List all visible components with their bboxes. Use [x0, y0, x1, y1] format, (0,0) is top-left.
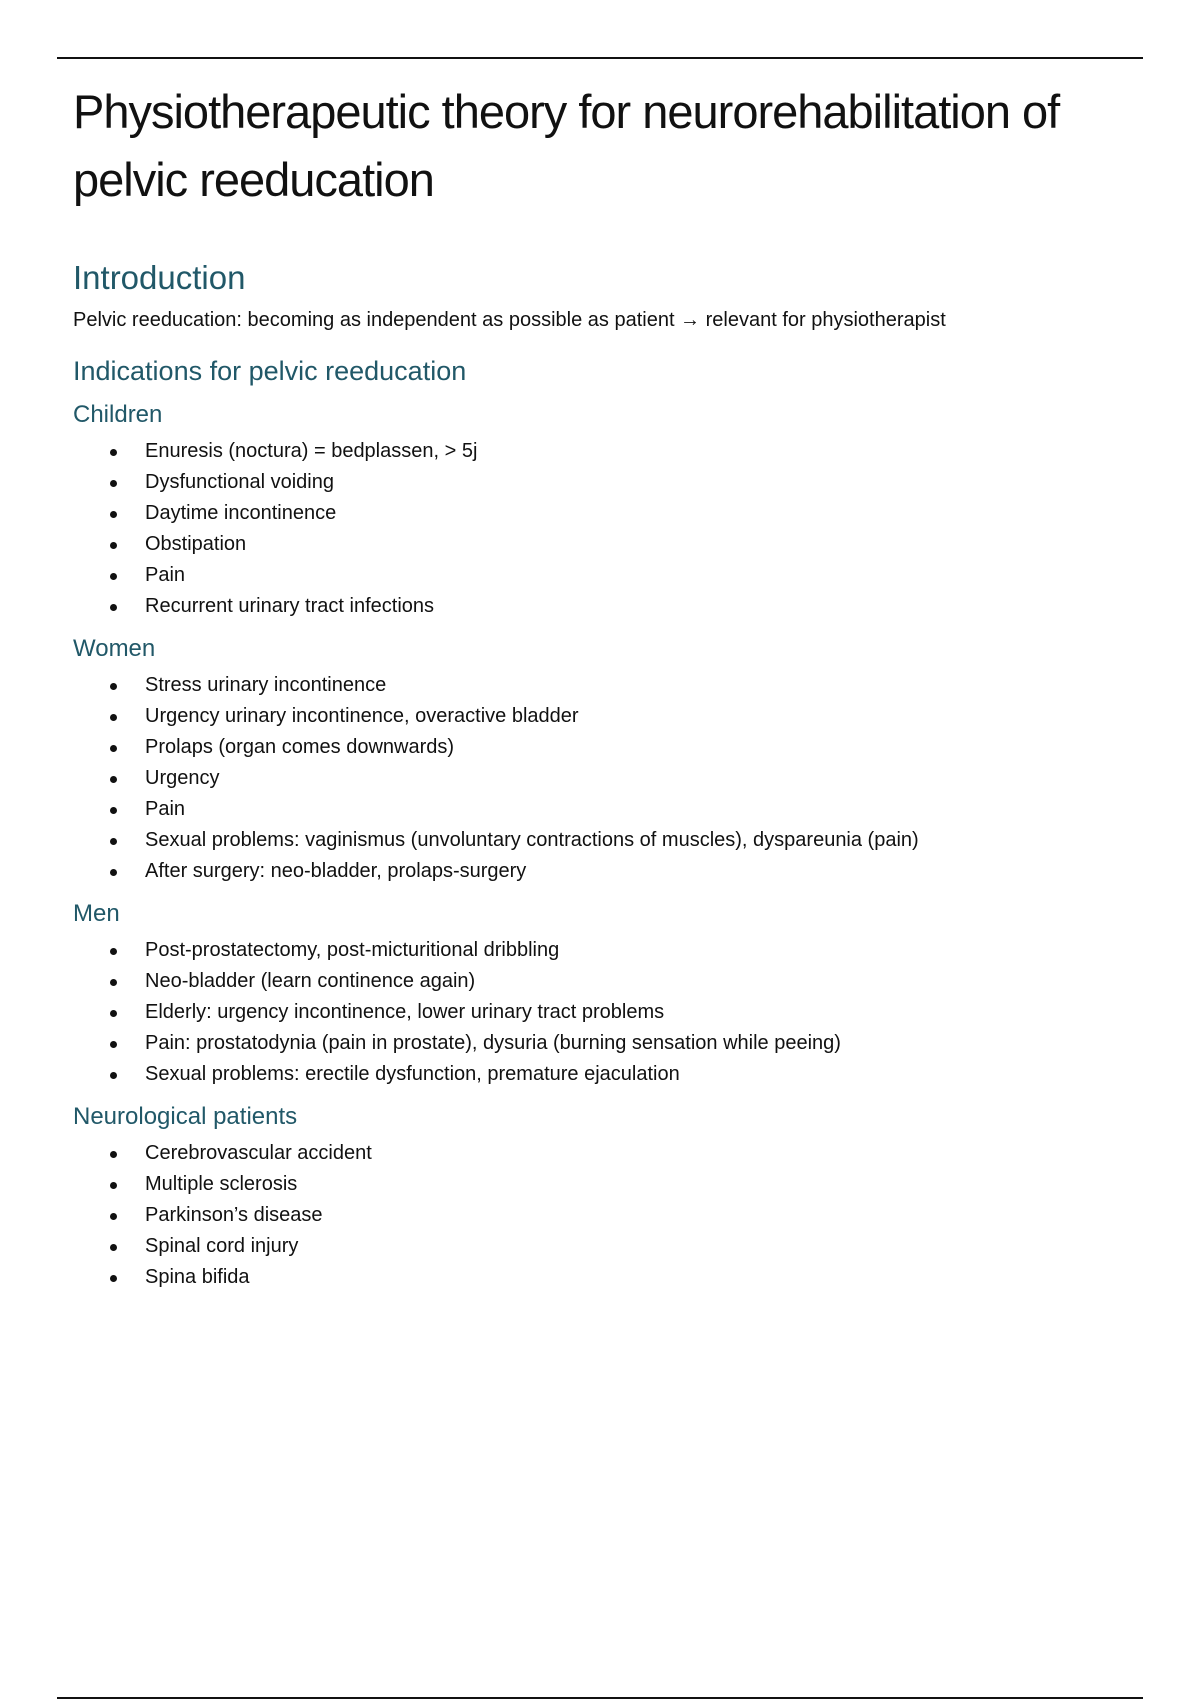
men-heading: Men — [73, 900, 120, 927]
list-item-text: Stress urinary incontinence — [145, 674, 387, 696]
bullet-icon — [110, 869, 117, 876]
bullet-icon — [110, 1072, 117, 1079]
list-item — [73, 1059, 1133, 1090]
bullet-icon — [110, 838, 117, 845]
list-item — [73, 1200, 1133, 1231]
list-item — [73, 763, 1133, 794]
list-item — [73, 1262, 1133, 1293]
document-title: Physiotherapeutic theory for neurorehabilitation of pelvic reeducation — [73, 85, 1060, 206]
list-item — [73, 732, 1133, 763]
bullet-icon — [110, 449, 117, 456]
bullet-icon — [110, 1010, 117, 1017]
bullet-icon — [110, 714, 117, 721]
bullet-icon — [110, 542, 117, 549]
list-item-text: Recurrent urinary tract infections — [145, 595, 435, 617]
bullet-icon — [110, 683, 117, 690]
footer-rule — [57, 1697, 1143, 1699]
list-item — [73, 997, 1133, 1028]
list-item — [73, 1028, 1133, 1059]
list-item-text: Pain — [145, 798, 186, 820]
list-item-text: After surgery: neo-bladder, prolaps-surgery — [145, 860, 527, 882]
list-item — [73, 467, 1133, 498]
list-item-text: Daytime incontinence — [145, 502, 337, 524]
list-item — [73, 856, 1133, 887]
document-body — [73, 78, 1133, 1293]
children-heading: Children — [73, 401, 163, 428]
list-item-text: Cerebrovascular accident — [145, 1142, 372, 1164]
bullet-icon — [110, 1041, 117, 1048]
list-item-text: Urgency urinary incontinence, overactive bladder — [145, 705, 579, 727]
introduction-text: Pelvic reeducation: becoming as independent as possible as patient → relevant for physiotherapist — [73, 309, 946, 331]
bullet-icon — [110, 480, 117, 487]
list-item-text: Post-prostatectomy, post-micturitional dribbling — [145, 939, 560, 961]
bullet-icon — [110, 573, 117, 580]
list-item — [73, 935, 1133, 966]
list-item — [73, 591, 1133, 622]
list-item — [73, 560, 1133, 591]
list-item — [73, 794, 1133, 825]
list-item-text: Pain — [145, 564, 186, 586]
list-item — [73, 1169, 1133, 1200]
list-item-text: Dysfunctional voiding — [145, 471, 334, 493]
list-item — [73, 436, 1133, 467]
list-item-text: Sexual problems: erectile dysfunction, premature ejaculation — [145, 1063, 680, 1085]
list-item — [73, 670, 1133, 701]
neurological-heading: Neurological patients — [73, 1103, 298, 1130]
bullet-icon — [110, 1182, 117, 1189]
bullet-icon — [110, 1275, 117, 1282]
bullet-icon — [110, 807, 117, 814]
list-item-text: Enuresis (noctura) = bedplassen, > 5j — [145, 440, 478, 462]
list-item — [73, 498, 1133, 529]
bullet-icon — [110, 1151, 117, 1158]
header-rule — [57, 57, 1143, 59]
bullet-icon — [110, 604, 117, 611]
list-item — [73, 701, 1133, 732]
list-item-text: Obstipation — [145, 533, 247, 555]
list-item — [73, 1138, 1133, 1169]
list-item-text: Elderly: urgency incontinence, lower urinary tract problems — [145, 1001, 665, 1023]
list-item-text: Prolaps (organ comes downwards) — [145, 736, 455, 758]
list-item — [73, 529, 1133, 560]
list-item-text: Pain: prostatodynia (pain in prostate), dysuria (burning sensation while peeing) — [145, 1032, 841, 1054]
introduction-heading: Introduction — [73, 259, 246, 296]
list-item — [73, 1231, 1133, 1262]
list-item-text: Multiple sclerosis — [145, 1173, 298, 1195]
women-list — [73, 670, 1133, 887]
list-item-text: Spina bifida — [145, 1266, 250, 1288]
bullet-icon — [110, 979, 117, 986]
list-item-text: Sexual problems: vaginismus (unvoluntary contractions of muscles), dyspareunia (pain) — [145, 829, 919, 851]
women-heading: Women — [73, 635, 156, 662]
list-item — [73, 825, 1133, 856]
bullet-icon — [110, 1213, 117, 1220]
bullet-icon — [110, 1244, 117, 1251]
list-item-text: Spinal cord injury — [145, 1235, 299, 1257]
children-list — [73, 436, 1133, 622]
list-item-text: Urgency — [145, 767, 220, 789]
list-item — [73, 966, 1133, 997]
bullet-icon — [110, 745, 117, 752]
indications-heading: Indications for pelvic reeducation — [73, 356, 467, 386]
bullet-icon — [110, 511, 117, 518]
bullet-icon — [110, 776, 117, 783]
bullet-icon — [110, 948, 117, 955]
neurological-list — [73, 1138, 1133, 1293]
men-list — [73, 935, 1133, 1090]
list-item-text: Neo-bladder (learn continence again) — [145, 970, 476, 992]
list-item-text: Parkinson’s disease — [145, 1204, 323, 1226]
